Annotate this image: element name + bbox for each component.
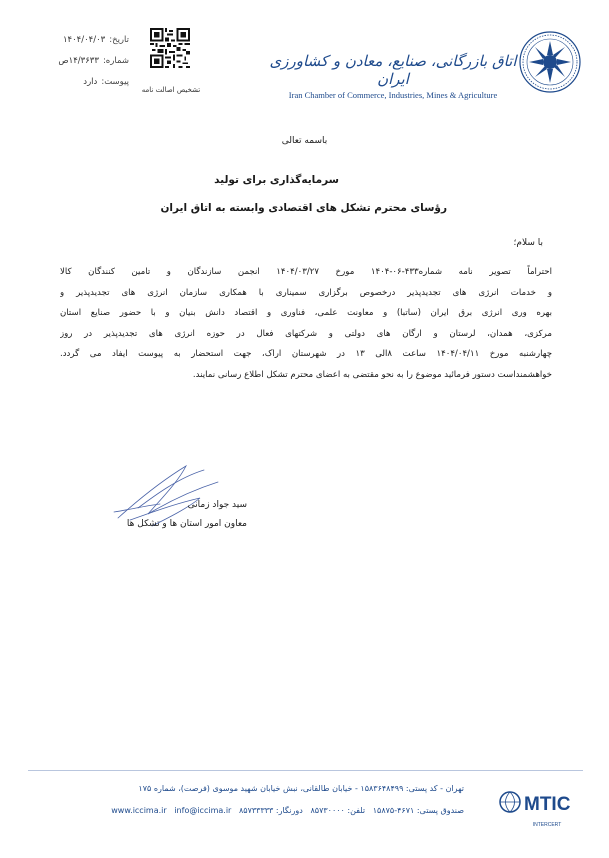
mtic-logo-text: MTIC: [524, 794, 571, 815]
chamber-logo-icon: [518, 30, 582, 94]
attachment-row: [14, 72, 129, 93]
letter-meta: [14, 30, 129, 93]
body-paragraph: [60, 262, 552, 385]
footer-po-box: صندوق پستی: ۴۶۷۱-۱۵۸۷۵: [372, 806, 464, 815]
mtic-subtext: INTERCERT: [532, 822, 562, 828]
attachment-label: پیوست:: [101, 77, 129, 87]
signatory-title: معاون امور استان ها و تشکل ها: [126, 519, 247, 529]
date-row: [14, 30, 129, 51]
body-line: خواهشمنداست دستور فرمائید موضوع را به نحو مقتضی به اعضای محترم تشکل اطلاع رسانی نمایند.: [192, 369, 552, 380]
number-row: [14, 51, 129, 72]
chamber-name-en: Iran Chamber of Commerce, Industries, Mines & Agriculture: [288, 90, 498, 100]
number-label: شماره:: [102, 56, 129, 66]
date-label: تاریخ:: [109, 35, 129, 45]
qr-code-icon[interactable]: [150, 28, 190, 68]
body-line: مرکزی، همدان، لرستان و ارگان های دولتی و شرکتهای فعال در حوزه انرژی های تجدیدپذیر در روز: [60, 328, 552, 339]
number-value: ۱۴/۳۶۳۳ص: [58, 56, 99, 66]
recipient-line-2: رؤسای محترم تشکل های اقتصادی وابسته به اتاق ایران: [160, 202, 447, 214]
footer-address: تهران - کد پستی: ۱۵۸۳۶۴۸۴۹۹ - خیابان طالقانی، نبش خیابان شهید موسوی (فرصت)، شماره ۱۷۵: [138, 784, 464, 793]
footer-contact: [44, 806, 464, 815]
footer-divider: [28, 770, 583, 771]
signatory-name: سید جواد زمانی: [187, 500, 247, 510]
footer-fax: دورنگار: ۸۵۷۳۳۳۳۳: [238, 806, 303, 815]
footer-email[interactable]: info@iccima.ir: [174, 806, 232, 815]
footer-phone: تلفن: ۸۵۷۳۰۰۰۰: [310, 806, 366, 815]
recipient-line-1: سرمایه‌گذاری برای تولید: [214, 174, 339, 186]
chamber-name-fa: اتاق بازرگانی، صنایع، معادن و کشاورزی ایران: [269, 52, 517, 88]
qr-caption: تشخیص اصالت نامه: [141, 86, 201, 94]
body-line: چهارشنبه مورخ ۱۴۰۴/۰۴/۱۱ ساعت ۸الی ۱۳ در شهرستان اراک، جهت استحضار به پیوست ایفاد می گردد.: [60, 349, 552, 359]
mtic-logo-icon: [498, 784, 582, 820]
greeting: با سلام؛: [513, 238, 543, 248]
attachment-value: دارد: [83, 77, 98, 87]
body-line: بهره وری انرژی برق ایران (ساتبا) و معاونت علمی، فناوری و اقتصاد دانش بنیان و با حضور صنایع استان: [60, 308, 552, 318]
body-line: احتراماً تصویر نامه شماره۴۳۳-۰۶-۱۴۰۴ مورخ ۱۴۰۴/۰۳/۲۷ انجمن سازندگان و تامین کنندگان کالا: [60, 267, 552, 277]
footer-website[interactable]: www.iccima.ir: [111, 806, 167, 815]
date-value: ۱۴۰۴/۰۴/۰۳: [62, 35, 106, 45]
invocation: باسمه تعالی: [281, 136, 328, 146]
body-line: و خدمات انرژی های تجدیدپذیر درخصوص برگزاری سمیناری با همکاری سازمان انرژی های تجدیدپذیر و: [60, 287, 552, 298]
